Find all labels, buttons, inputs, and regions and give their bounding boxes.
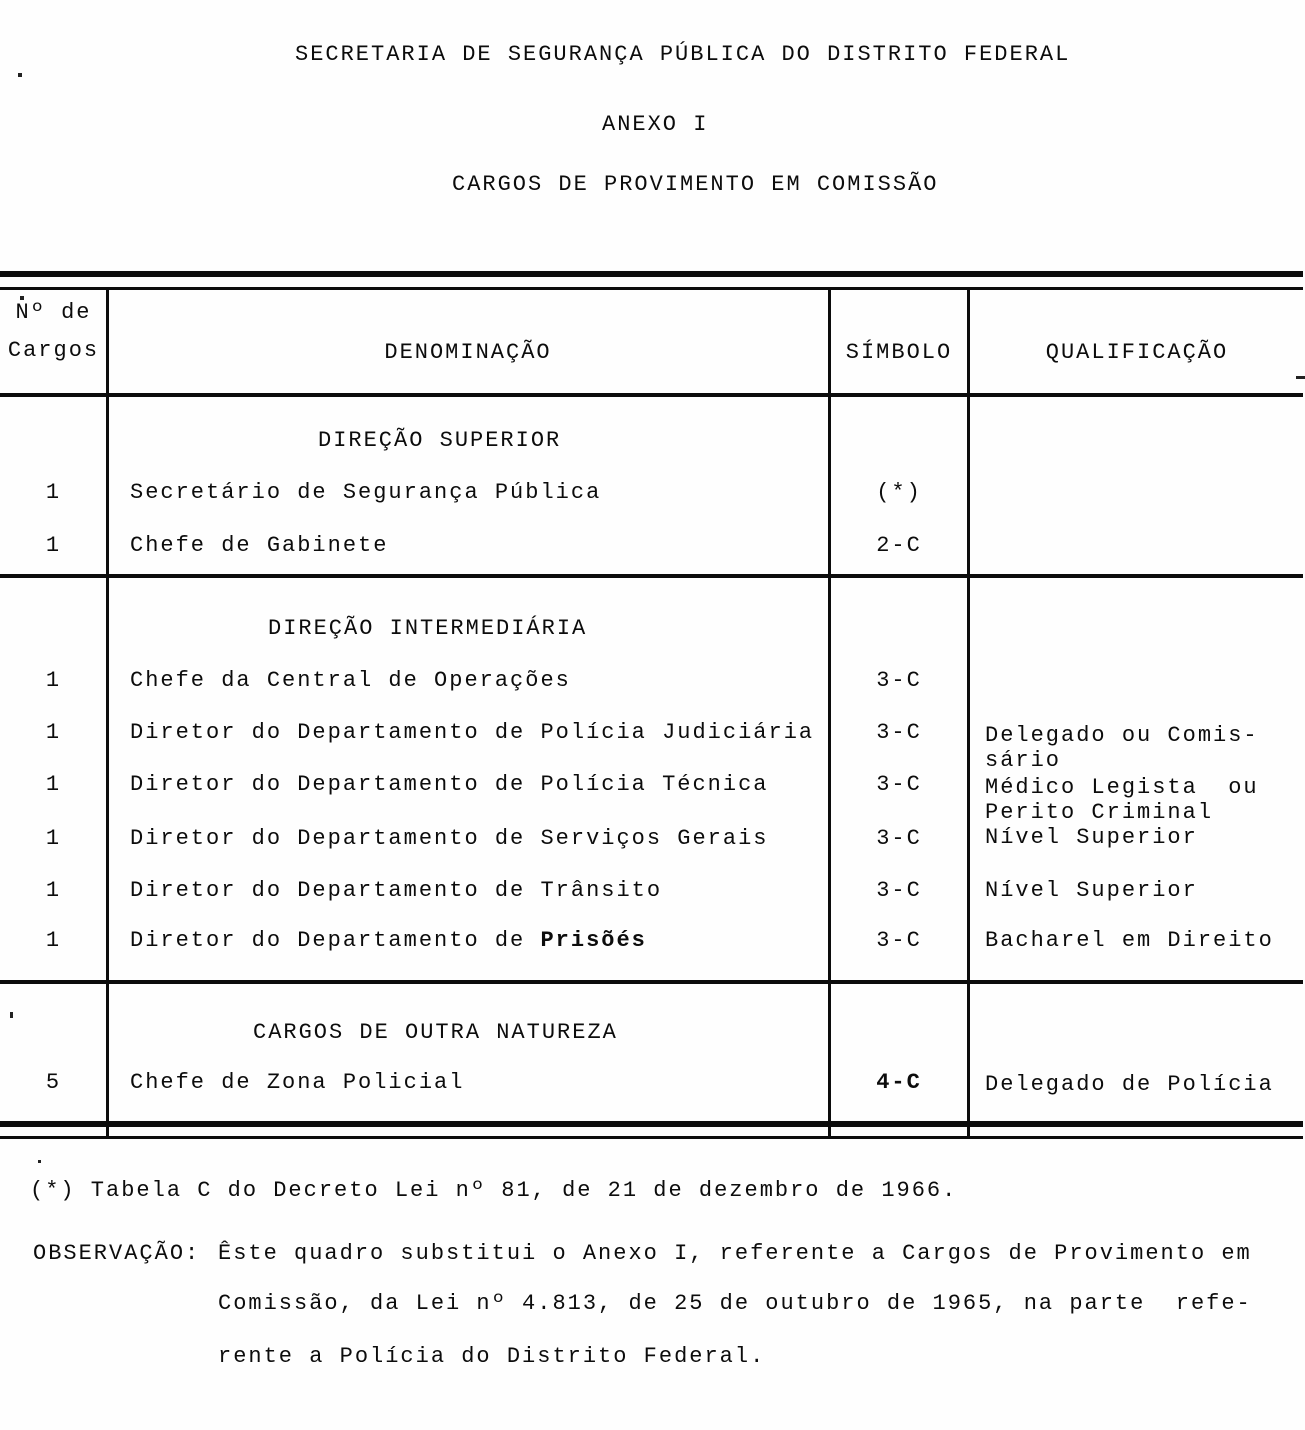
observacao-label: OBSERVAÇÃO:: [33, 1241, 201, 1266]
cell-simbolo: 3-C: [876, 668, 922, 693]
scan-speck: [10, 1012, 13, 1018]
cell-cargos: 1: [45, 480, 62, 505]
cell-qualificacao-line2: sário: [985, 748, 1062, 773]
cell-qualificacao: Nível Superior: [985, 825, 1198, 850]
cell-qualificacao: Bacharel em Direito: [985, 928, 1274, 953]
cell-simbolo: 2-C: [876, 533, 922, 558]
column-header-denominacao: DENOMINAÇÃO: [384, 340, 552, 365]
column-header-cargos-line1: Nº de: [15, 300, 92, 325]
cell-cargos: 1: [45, 772, 62, 797]
table-border-top-inner: [0, 287, 1303, 290]
cell-simbolo: 3-C: [876, 878, 922, 903]
cell-simbolo: 3-C: [876, 826, 922, 851]
cell-simbolo: (*): [876, 480, 922, 505]
cell-qualificacao: Delegado de Polícia: [985, 1072, 1274, 1097]
cell-cargos: 1: [45, 826, 62, 851]
cell-denominacao: Diretor do Departamento de Polícia Judiciária: [130, 720, 815, 745]
cell-qualificacao: Delegado ou Comis-: [985, 723, 1259, 748]
column-header-qualificacao: QUALIFICAÇÃO: [1045, 340, 1229, 365]
cell-cargos: 1: [45, 928, 62, 953]
cell-cargos: 1: [45, 533, 62, 558]
cell-cargos: 1: [45, 878, 62, 903]
scan-speck: [38, 1160, 41, 1163]
cell-denominacao: Chefe de Zona Policial: [130, 1070, 465, 1095]
cell-cargos: 1: [45, 668, 62, 693]
table-section-divider-2: [0, 980, 1303, 984]
table-section-divider-1: [0, 574, 1303, 578]
cell-simbolo: 3-C: [876, 772, 922, 797]
cell-cargos: 1: [45, 720, 62, 745]
table-border-bottom-inner: [0, 1136, 1303, 1139]
table-column-rule-2: [828, 287, 831, 1138]
column-header-simbolo: SÍMBOLO: [845, 340, 953, 365]
cell-simbolo: 3-C: [876, 928, 922, 953]
cell-qualificacao-line2: Perito Criminal: [985, 800, 1214, 825]
table-border-bottom-outer: [0, 1121, 1303, 1127]
scan-speck: [18, 73, 22, 77]
cell-denominacao-emphasis: Prisõés: [540, 928, 647, 953]
table-column-rule-1: [106, 287, 109, 1138]
cell-denominacao: Diretor do Departamento de Trânsito: [130, 878, 663, 903]
cell-denominacao: Diretor do Departamento de Serviços Gerais: [130, 826, 769, 851]
cell-simbolo: 4-C: [876, 1070, 922, 1095]
table-border-top-outer: [0, 271, 1303, 277]
cell-denominacao: Chefe da Central de Operações: [130, 668, 571, 693]
cell-cargos: 5: [45, 1070, 62, 1095]
table-header-divider: [0, 393, 1303, 397]
scan-speck: [20, 296, 24, 300]
cell-denominacao: Chefe de Gabinete: [130, 533, 389, 558]
cell-denominacao-prefix: Diretor do Departamento de: [130, 928, 541, 953]
cell-denominacao: Secretário de Segurança Pública: [130, 480, 602, 505]
section-heading: DIREÇÃO INTERMEDIÁRIA: [268, 616, 588, 641]
cell-denominacao: Diretor do Departamento de Polícia Técnica: [130, 772, 769, 797]
observacao-line-2: Comissão, da Lei nº 4.813, de 25 de outubro de 1965, na parte refe-: [218, 1291, 1252, 1316]
page-title: SECRETARIA DE SEGURANÇA PÚBLICA DO DISTRITO FEDERAL: [295, 42, 1071, 67]
column-header-cargos-line2: Cargos: [7, 338, 100, 363]
cell-simbolo: 3-C: [876, 720, 922, 745]
cell-denominacao: [130, 928, 647, 954]
footnote-star: (*) Tabela C do Decreto Lei nº 81, de 21 de dezembro de 1966.: [30, 1178, 958, 1203]
page-subtitle: CARGOS DE PROVIMENTO EM COMISSÃO: [452, 172, 939, 197]
table-column-rule-3: [967, 287, 970, 1138]
anexo-label: ANEXO I: [602, 112, 709, 137]
observacao-line-3: rente a Polícia do Distrito Federal.: [218, 1344, 766, 1369]
scan-speck: [1296, 376, 1305, 379]
cell-qualificacao: Nível Superior: [985, 878, 1198, 903]
section-heading: DIREÇÃO SUPERIOR: [318, 428, 562, 453]
section-heading: CARGOS DE OUTRA NATUREZA: [253, 1020, 618, 1045]
cell-qualificacao: Médico Legista ou: [985, 775, 1259, 800]
observacao-line-1: Êste quadro substitui o Anexo I, referente a Cargos de Provimento em: [218, 1241, 1252, 1266]
